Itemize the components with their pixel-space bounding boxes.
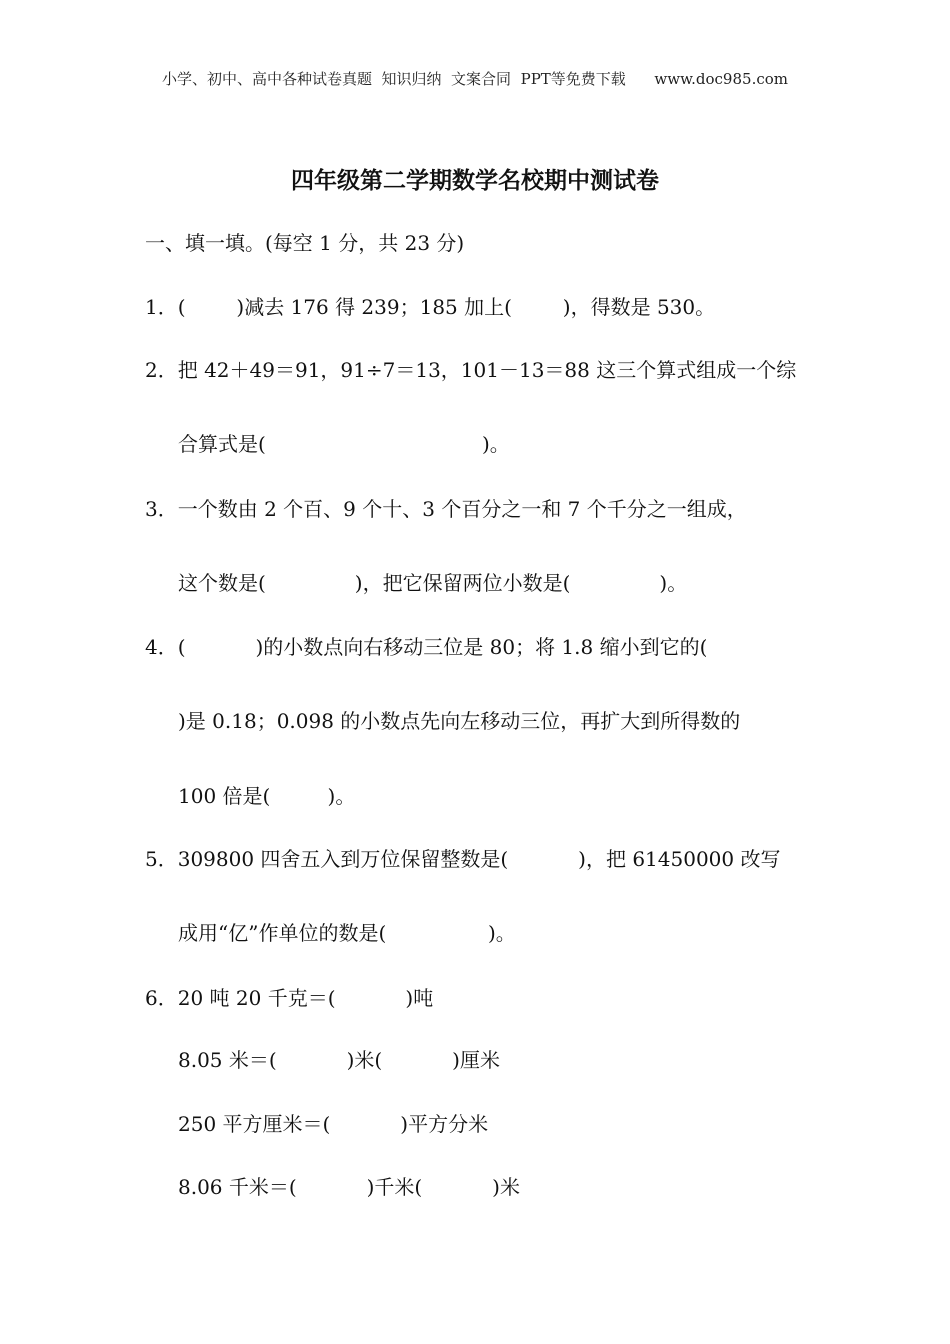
- question-2-line-2: 合算式是( )。: [178, 432, 510, 456]
- question-3-line-1: 3．一个数由 2 个百、9 个十、3 个百分之一和 7 个千分之一组成，: [145, 497, 747, 521]
- page-title: 四年级第二学期数学名校期中测试卷: [291, 168, 659, 194]
- question-2-line-1: 2．把 42＋49＝91，91÷7＝13，101－13＝88 这三个算式组成一个综: [145, 358, 797, 382]
- question-3-line-2: 这个数是( )，把它保留两位小数是( )。: [178, 571, 688, 595]
- section-heading: 一、填一填。(每空 1 分，共 23 分): [145, 231, 465, 255]
- question-1: 1．( )减去 176 得 239；185 加上( )，得数是 530。: [145, 295, 716, 319]
- page-header: 小学、初中、高中各种试卷真题 知识归纳 文案合同 PPT等免费下载 www.doc985.com: [161, 70, 788, 88]
- question-4-line-3: 100 倍是( )。: [178, 784, 356, 808]
- question-4-line-1: 4．( )的小数点向右移动三位是 80；将 1.8 缩小到它的(: [145, 635, 708, 659]
- question-5-line-1: 5．309800 四舍五入到万位保留整数是( )，把 61450000 改写: [145, 847, 781, 871]
- question-6-line-1: 6．20 吨 20 千克＝( )吨: [145, 986, 434, 1010]
- question-5-line-2: 成用“亿”作单位的数是( )。: [178, 921, 516, 945]
- question-6-line-4: 8.06 千米＝( )千米( )米: [178, 1175, 520, 1199]
- question-6-line-2: 8.05 米＝( )米( )厘米: [178, 1048, 500, 1072]
- question-4-line-2: )是 0.18；0.098 的小数点先向左移动三位，再扩大到所得数的: [178, 709, 741, 733]
- question-6-line-3: 250 平方厘米＝( )平方分米: [178, 1112, 489, 1136]
